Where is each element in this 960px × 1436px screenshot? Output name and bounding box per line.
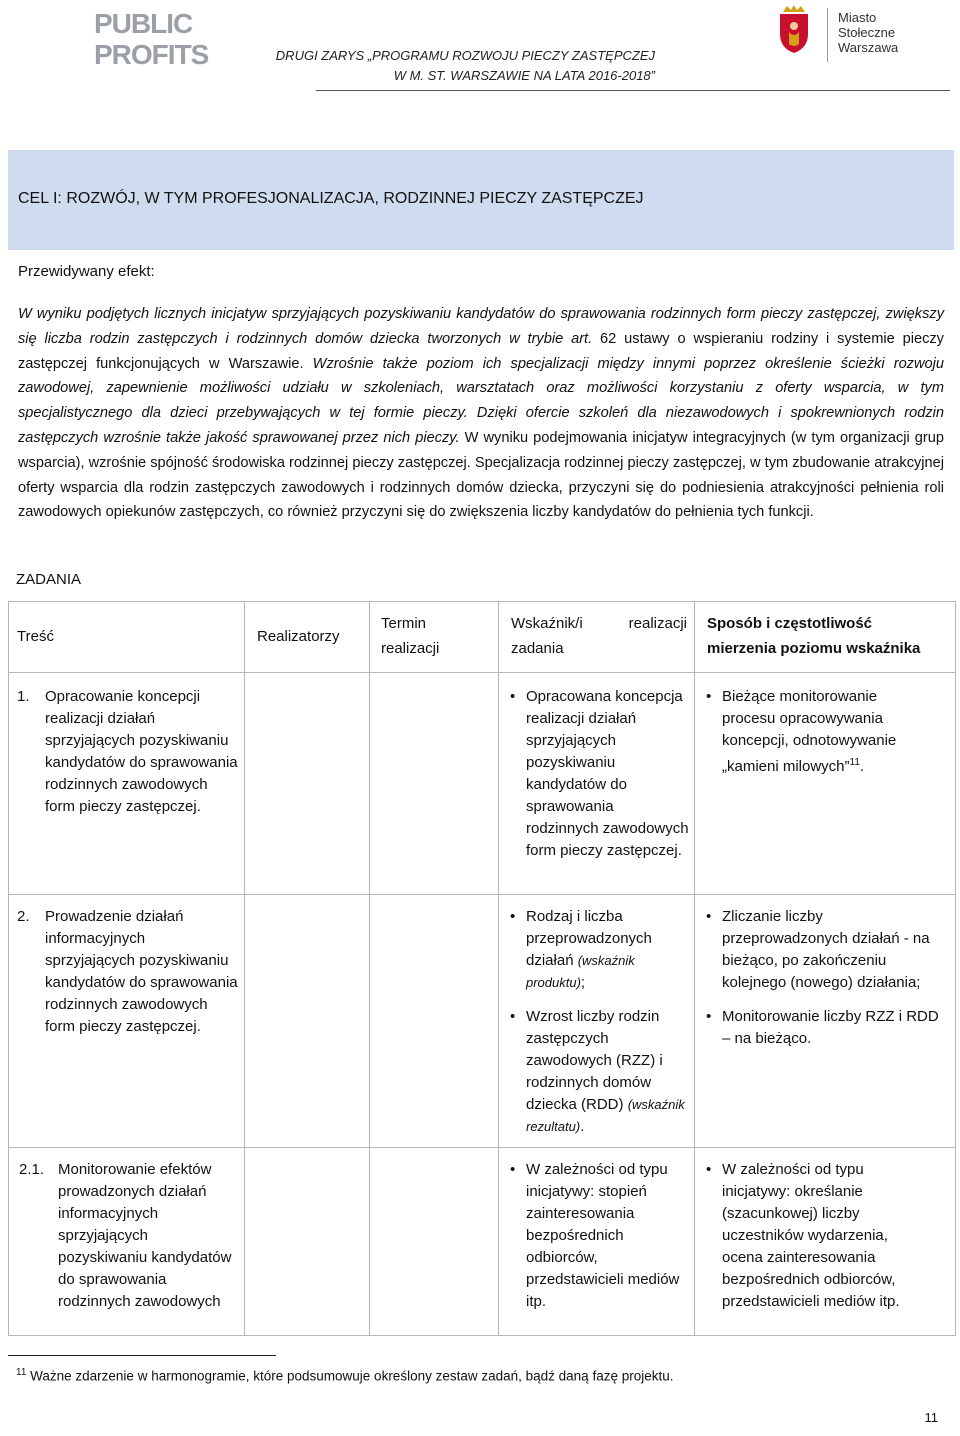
row-2-indicator-1-note: (wskaźnik produktu)	[526, 953, 635, 990]
table-row-1-indicators	[510, 686, 690, 874]
row-2-indicator-1	[510, 906, 690, 994]
row-2-indicator-2-tail: .	[580, 1118, 585, 1135]
city-line-3: Warszawa	[838, 40, 899, 55]
header-indicator-line-2: zadania	[511, 640, 564, 657]
public-profits-logo	[92, 4, 209, 70]
table-row-1-methods	[706, 686, 931, 790]
row-2-indicator-1-text: Rodzaj i liczba przeprowadzonych działań	[526, 908, 652, 969]
effect-text-1: W wyniku podjętych licznych inicjatyw sprzyjających pozyskiwaniu kandydatów do sprawowania rodzinnych form pieczy zastępczej, zwiększy się liczba rodzin zastępczych i rodzinnych domów dziecka tworzonych w trybie art.	[18, 306, 944, 347]
header-deadline-line-2: realizacji	[381, 640, 440, 657]
header-deadline	[381, 611, 439, 661]
city-line-1: Miasto	[838, 10, 877, 25]
header-method-line-1: Sposób i częstotliwość	[707, 615, 873, 632]
expected-effect-paragraph	[18, 302, 944, 525]
footnote-rule	[8, 1355, 276, 1356]
svg-text:PUBLIC: PUBLIC	[94, 8, 193, 39]
effect-text-2: 62 ustawy o wspieraniu rodziny i systemie pieczy zastępczej funkcjonujących w Warszawie.	[18, 330, 944, 372]
header-indicator	[511, 611, 687, 661]
header-implementers: Realizatorzy	[257, 628, 340, 645]
warsaw-crest-icon	[777, 4, 811, 54]
row-2-indicator-2-note: (wskaźnik rezultatu)	[526, 1097, 685, 1134]
svg-text:PROFITS: PROFITS	[94, 39, 209, 70]
city-line-2: Stołeczne	[838, 25, 896, 40]
row-1-method-1	[706, 686, 931, 778]
row-3-indicator-1: • W zależności od typu inicjatywy: stopień zainteresowania bezpośrednich odbiorców, przedstawicieli mediów itp.	[510, 1159, 690, 1313]
footnote	[16, 1367, 674, 1384]
row-1-method-1-tail: .	[859, 758, 865, 775]
document-title-line-1: DRUGI ZARYS „PROGRAMU ROZWOJU PIECZY ZASTĘPCZEJ	[275, 48, 655, 63]
header-method-line-2: mierzenia poziomu wskaźnika	[707, 640, 921, 657]
table-row-3-indicators	[510, 1159, 690, 1325]
table-row-1-content	[17, 686, 239, 818]
table-row-2-indicators	[510, 906, 690, 1150]
header-content: Treść	[17, 628, 54, 645]
row-2-method-1: • Zliczanie liczby przeprowadzonych działań - na bieżąco, po zakończeniu kolejnego (nowego) działania;	[706, 906, 941, 994]
table-row-2-methods	[706, 906, 941, 1062]
expected-effect-label: Przewidywany efekt:	[18, 263, 155, 280]
table-row-divider	[8, 894, 955, 895]
document-title	[276, 46, 655, 86]
row-1-method-1-text: Bieżące monitorowanie procesu opracowywania koncepcji, odnotowywanie „kamieni milowych”	[722, 688, 897, 775]
effect-text-3: Wzrośnie także poziom ich specjalizacji między innymi poprzez określenie ścieżki rozwoju zawodowej, zapewnienie możliwości udziału w szkoleniach, warsztatach oraz możliwości korzystaniu z oferty wsparcia, w tym specjalistycznego dla dzieci przebywających w tej formie pieczy. Dzięki ofercie szkoleń dla niezawodowych i spokrewnionych rodzin zastępczych wzrośnie także jakość sprawowanej przez nich pieczy.	[18, 355, 944, 446]
row-2-indicator-2	[510, 1006, 690, 1138]
row-3-method-1: • W zależności od typu inicjatywy: określanie (szacunkowej) liczby uczestników wydarzenia, ocena zainteresowania bezpośrednich odbiorców, przedstawicieli mediów itp.	[706, 1159, 931, 1313]
table-col-divider	[498, 601, 499, 1336]
row-2-content-text: Prowadzenie działań informacyjnych sprzyjających pozyskiwaniu kandydatów do sprawowania rodzinnych zawodowych form pieczy zastępczej.	[45, 908, 238, 1035]
footnote-number: 11	[16, 1367, 27, 1378]
goal-title: CEL I: ROZWÓJ, W TYM PROFESJONALIZACJA, RODZINNEJ PIECZY ZASTĘPCZEJ	[18, 190, 644, 207]
row-3-content-text: Monitorowanie efektów prowadzonych działań informacyjnych sprzyjających pozyskiwaniu kandydatów do sprawowania rodzinnych zawodowych	[58, 1161, 232, 1310]
table-row-3-content	[17, 1159, 241, 1313]
document-title-line-2: W M. ST. WARSZAWIE NA LATA 2016-2018”	[393, 68, 655, 83]
header-indicator-word-2: realizacji	[628, 615, 687, 632]
header-indicator-word-1: Wskaźnik/i	[511, 615, 583, 632]
table-row-3-methods	[706, 1159, 931, 1325]
header-rule	[316, 90, 950, 91]
city-logo-separator	[827, 8, 828, 62]
row-2-indicator-1-tail: ;	[580, 974, 586, 991]
row-2-number: 2.	[17, 908, 30, 925]
table-row-divider	[8, 672, 955, 673]
row-1-number: 1.	[17, 688, 30, 705]
row-1-content-text: Opracowanie koncepcji realizacji działań sprzyjających pozyskiwaniu kandydatów do sprawowania rodzinnych zawodowych form pieczy zastępczej.	[45, 688, 238, 815]
city-logo-text	[838, 10, 898, 55]
table-col-divider	[694, 601, 695, 1336]
table-row-2-content	[17, 906, 239, 1038]
header-method	[707, 611, 920, 661]
row-3-number: 2.1.	[19, 1161, 45, 1178]
table-col-divider	[244, 601, 245, 1336]
header-indicator-line-1	[511, 611, 687, 636]
footnote-text: Ważne zdarzenie w harmonogramie, które podsumowuje określony zestaw zadań, bądź daną fazę projektu.	[26, 1368, 674, 1384]
tasks-heading: ZADANIA	[16, 571, 82, 588]
row-1-method-footnote-ref: 11	[849, 757, 860, 768]
table-col-divider	[369, 601, 370, 1336]
row-2-method-2: • Monitorowanie liczby RZZ i RDD – na bieżąco.	[706, 1006, 941, 1050]
effect-text-4: W wyniku podejmowania inicjatyw integracyjnych (w tym organizacji grup wsparcia), wzrośnie spójność środowiska rodzinnej pieczy zastępczej. Specjalizacja rodzinnej pieczy zastępczej, w tym zbudowanie atrakcyjnej oferty wsparcia dla rodzin zastępczych zawodowych i rodzinnych domów dziecka, przyczyni się do podniesienia atrakcyjności pełnienia roli zawodowych opiekunów zastępczych, co również przyczyni się do zwiększenia liczby kandydatów do pełnienia tych funkcji.	[18, 429, 945, 521]
page-number: 11	[924, 1410, 938, 1425]
table-row-divider	[8, 1147, 955, 1148]
row-1-indicator-1: • Opracowana koncepcja realizacji działań sprzyjających pozyskiwaniu kandydatów do sprawowania rodzinnych zawodowych form pieczy zastępczej.	[510, 686, 690, 862]
row-2-indicator-2-text: Wzrost liczby rodzin zastępczych zawodowych (RZZ) i rodzinnych domów dziecka (RDD)	[526, 1008, 663, 1113]
header-deadline-line-1: Termin	[381, 615, 427, 632]
